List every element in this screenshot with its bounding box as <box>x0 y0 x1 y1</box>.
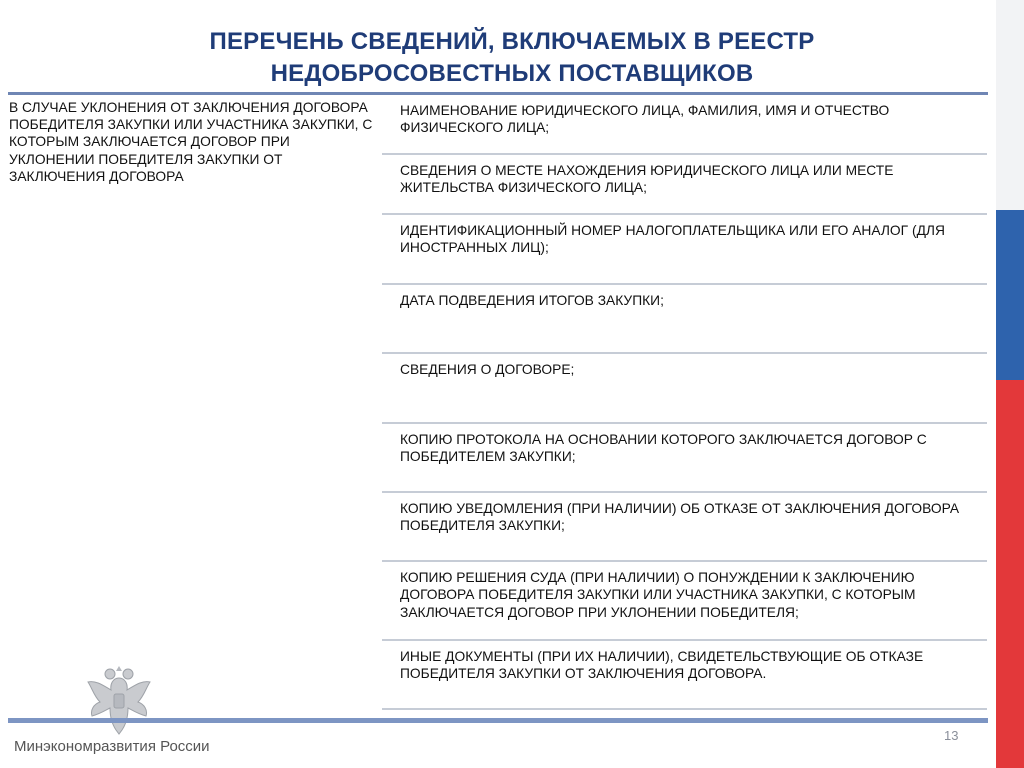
info-list-item: КОПИЮ УВЕДОМЛЕНИЯ (ПРИ НАЛИЧИИ) ОБ ОТКАЗЕ ОТ ЗАКЛЮЧЕНИЯ ДОГОВОРА ПОБЕДИТЕЛЯ ЗАКУПКИ; <box>382 493 987 562</box>
page-number: 13 <box>944 728 959 743</box>
info-list-item: СВЕДЕНИЯ О ДОГОВОРЕ; <box>382 354 987 424</box>
slide-title-line-2: НЕДОБРОСОВЕСТНЫХ ПОСТАВЩИКОВ <box>270 60 754 87</box>
info-list-item: КОПИЮ РЕШЕНИЯ СУДА (ПРИ НАЛИЧИИ) О ПОНУЖДЕНИИ К ЗАКЛЮЧЕНИЮ ДОГОВОРА ПОБЕДИТЕЛЯ ЗАКУПКИ ИЛИ УЧАСТНИКА ЗАКУПКИ, С КОТОРЫМ ЗАКЛЮЧАЕТСЯ ДОГОВОР ПРИ УКЛОНЕНИИ ПОБЕДИТЕЛЯ; <box>382 562 987 641</box>
flag-stripe-blue-lower <box>996 330 1024 380</box>
footer-divider <box>8 718 988 723</box>
info-list-item: СВЕДЕНИЯ О МЕСТЕ НАХОЖДЕНИЯ ЮРИДИЧЕСКОГО ЛИЦА ИЛИ МЕСТЕ ЖИТЕЛЬСТВА ФИЗИЧЕСКОГО ЛИЦА; <box>382 155 987 215</box>
flag-stripe-blue <box>996 210 1024 330</box>
slide-title-line-1: ПЕРЕЧЕНЬ СВЕДЕНИЙ, ВКЛЮЧАЕМЫХ В РЕЕСТР <box>209 28 815 55</box>
double-headed-eagle-emblem-icon <box>80 664 158 740</box>
flag-stripe-red <box>996 380 1024 768</box>
info-list-item: ИДЕНТИФИКАЦИОННЫЙ НОМЕР НАЛОГОПЛАТЕЛЬЩИКА ИЛИ ЕГО АНАЛОГ (ДЛЯ ИНОСТРАННЫХ ЛИЦ); <box>382 215 987 285</box>
footer-organization: Минэкономразвития России <box>14 738 210 755</box>
condition-cell: В СЛУЧАЕ УКЛОНЕНИЯ ОТ ЗАКЛЮЧЕНИЯ ДОГОВОРА ПОБЕДИТЕЛЯ ЗАКУПКИ ИЛИ УЧАСТНИКА ЗАКУПКИ, С КОТОРЫМ ЗАКЛЮЧАЕТСЯ ДОГОВОР ПРИ УКЛОНЕНИИ ПОБЕДИТЕЛЯ ЗАКУПКИ ОТ ЗАКЛЮЧЕНИЯ ДОГОВОРА <box>9 100 373 184</box>
info-list-item: ИНЫЕ ДОКУМЕНТЫ (ПРИ ИХ НАЛИЧИИ), СВИДЕТЕЛЬСТВУЮЩИЕ ОБ ОТКАЗЕ ПОБЕДИТЕЛЯ ЗАКУПКИ ОТ ЗАКЛЮЧЕНИЯ ДОГОВОРА. <box>382 641 987 710</box>
slide-title <box>0 26 1024 90</box>
info-list-item: ДАТА ПОДВЕДЕНИЯ ИТОГОВ ЗАКУПКИ; <box>382 285 987 354</box>
info-list-item: КОПИЮ ПРОТОКОЛА НА ОСНОВАНИИ КОТОРОГО ЗАКЛЮЧАЕТСЯ ДОГОВОР С ПОБЕДИТЕЛЕМ ЗАКУПКИ; <box>382 424 987 493</box>
info-list-item: НАИМЕНОВАНИЕ ЮРИДИЧЕСКОГО ЛИЦА, ФАМИЛИЯ, ИМЯ И ОТЧЕСТВО ФИЗИЧЕСКОГО ЛИЦА; <box>382 95 987 155</box>
